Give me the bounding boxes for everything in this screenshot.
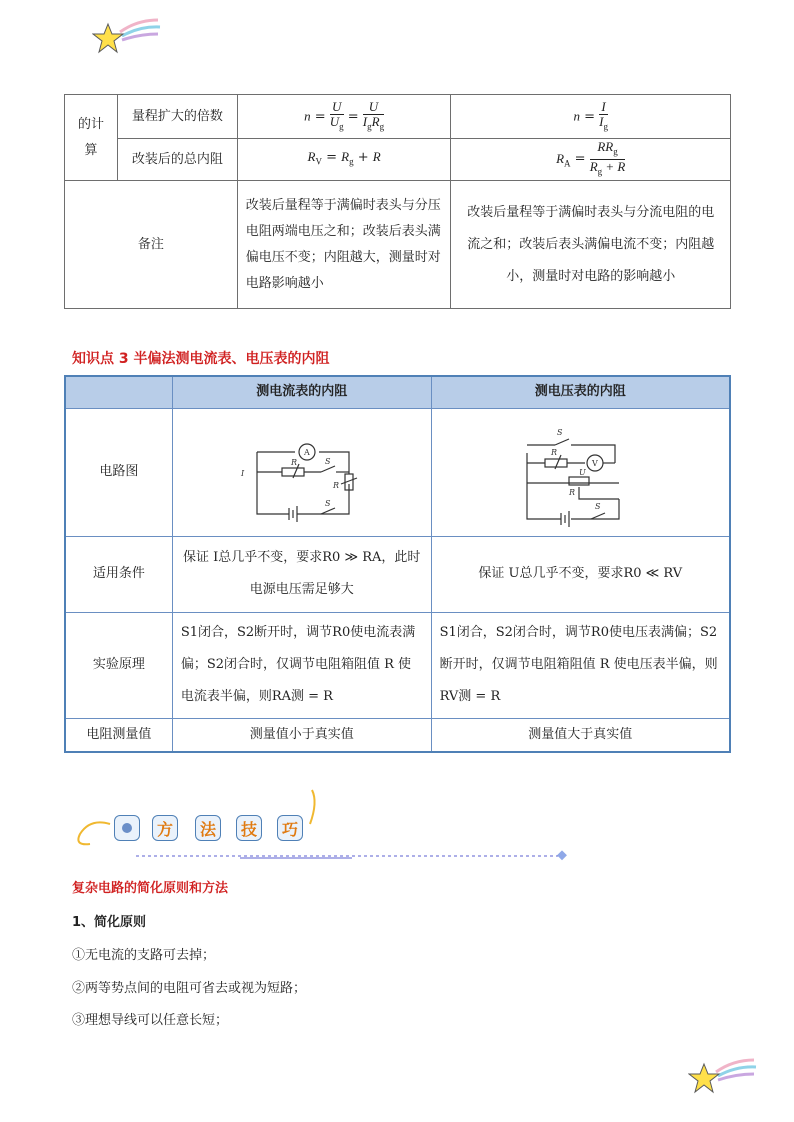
formula-voltmeter-multiplier: n = $\frac{U}{U_g}$ = $\frac{U}{I_gR_g}$	[237, 95, 451, 139]
row-label: 适用条件	[65, 536, 172, 612]
row-label: 实验原理	[65, 612, 172, 718]
section-title: 复杂电路的简化原则和方法	[72, 881, 229, 896]
svg-text:R: R	[569, 488, 576, 497]
list-item: ③理想导线可以任意长短；	[72, 1013, 229, 1028]
svg-text:R: R	[290, 458, 297, 467]
svg-text:S: S	[324, 457, 331, 466]
svg-text:R: R	[551, 448, 558, 457]
subsection-title: 1、简化原则	[72, 915, 147, 930]
row-label: 量程扩大的倍数	[117, 95, 237, 139]
row-label: 改装后的总内阻	[117, 139, 237, 181]
header-cell: 测电压表的内阻	[431, 376, 730, 408]
meter-conversion-table	[64, 94, 731, 309]
svg-text:S: S	[324, 499, 331, 508]
star-icon	[92, 18, 162, 58]
method-badge: 技	[236, 815, 262, 841]
remark-ammeter: 改装后量程等于满偏时表头与分流电阻的电流之和；改装后表头满偏电流不变；内阻越小，测量时对电路的影响越小	[451, 181, 731, 309]
banner-swirl-icon	[70, 786, 570, 866]
svg-text:S: S	[557, 428, 563, 437]
method-badge: 方	[152, 815, 178, 841]
voltmeter-circuit-diagram	[431, 408, 730, 536]
condition-voltmeter: 保证 U总几乎不变，要求R0 ≪ RV	[431, 536, 730, 612]
remark-voltmeter: 改装后量程等于满偏时表头与分压电阻两端电压之和；改装后表头满偏电压不变；内阻越大，测量时对电路影响越小	[237, 181, 451, 309]
formula-voltmeter-resistance: $R_V = R_g + R$	[237, 139, 451, 181]
list-item: ①无电流的支路可去掉；	[72, 948, 216, 963]
method-badge: 巧	[277, 815, 303, 841]
condition-ammeter: 保证 I总几乎不变，要求R0 ≫ RA，此时电源电压需足够大	[172, 536, 431, 612]
principle-voltmeter: S1闭合，S2闭合时，调节R0使电压表满偏；S2断开时，仅调节电阻箱阻值 R 使电压表半偏，则RV测 = R	[431, 612, 730, 718]
header-cell: 测电流表的内阻	[172, 376, 431, 408]
method-badge-dot	[114, 815, 140, 841]
row-label: 电阻测量值	[65, 718, 172, 752]
svg-text:A: A	[303, 448, 310, 457]
formula-ammeter-resistance: $R_A$ = $\frac{RR_g}{R_g + R}$	[451, 139, 731, 181]
method-badge: 法	[195, 815, 221, 841]
voltmeter-circuit-icon	[515, 417, 645, 527]
svg-text:I: I	[240, 469, 244, 478]
section-title-kp3: 知识点 3 半偏法测电流表、电压表的内阻	[72, 351, 330, 367]
star-icon	[688, 1058, 758, 1098]
result-voltmeter: 测量值大于真实值	[431, 718, 730, 752]
header-cell	[65, 376, 172, 408]
rowgroup-label: 的计 算	[65, 95, 118, 181]
half-deflection-table	[64, 375, 731, 753]
ammeter-circuit-diagram	[172, 408, 431, 536]
result-ammeter: 测量值小于真实值	[172, 718, 431, 752]
svg-text:S: S	[595, 502, 601, 511]
remark-label: 备注	[65, 181, 238, 309]
principle-ammeter: S1闭合，S2断开时，调节R0使电流表满偏；S2闭合时，仅调节电阻箱阻值 R 使电流表半偏，则RA测 = R	[172, 612, 431, 718]
row-label: 电路图	[65, 408, 172, 536]
list-item: ②两等势点间的电阻可省去或视为短路；	[72, 981, 307, 996]
svg-text:R: R	[332, 481, 339, 490]
formula-ammeter-multiplier: n = $\frac{I}{I_g}$	[451, 95, 731, 139]
svg-text:U: U	[579, 468, 587, 477]
ammeter-circuit-icon	[237, 422, 367, 522]
svg-text:V: V	[592, 459, 599, 468]
